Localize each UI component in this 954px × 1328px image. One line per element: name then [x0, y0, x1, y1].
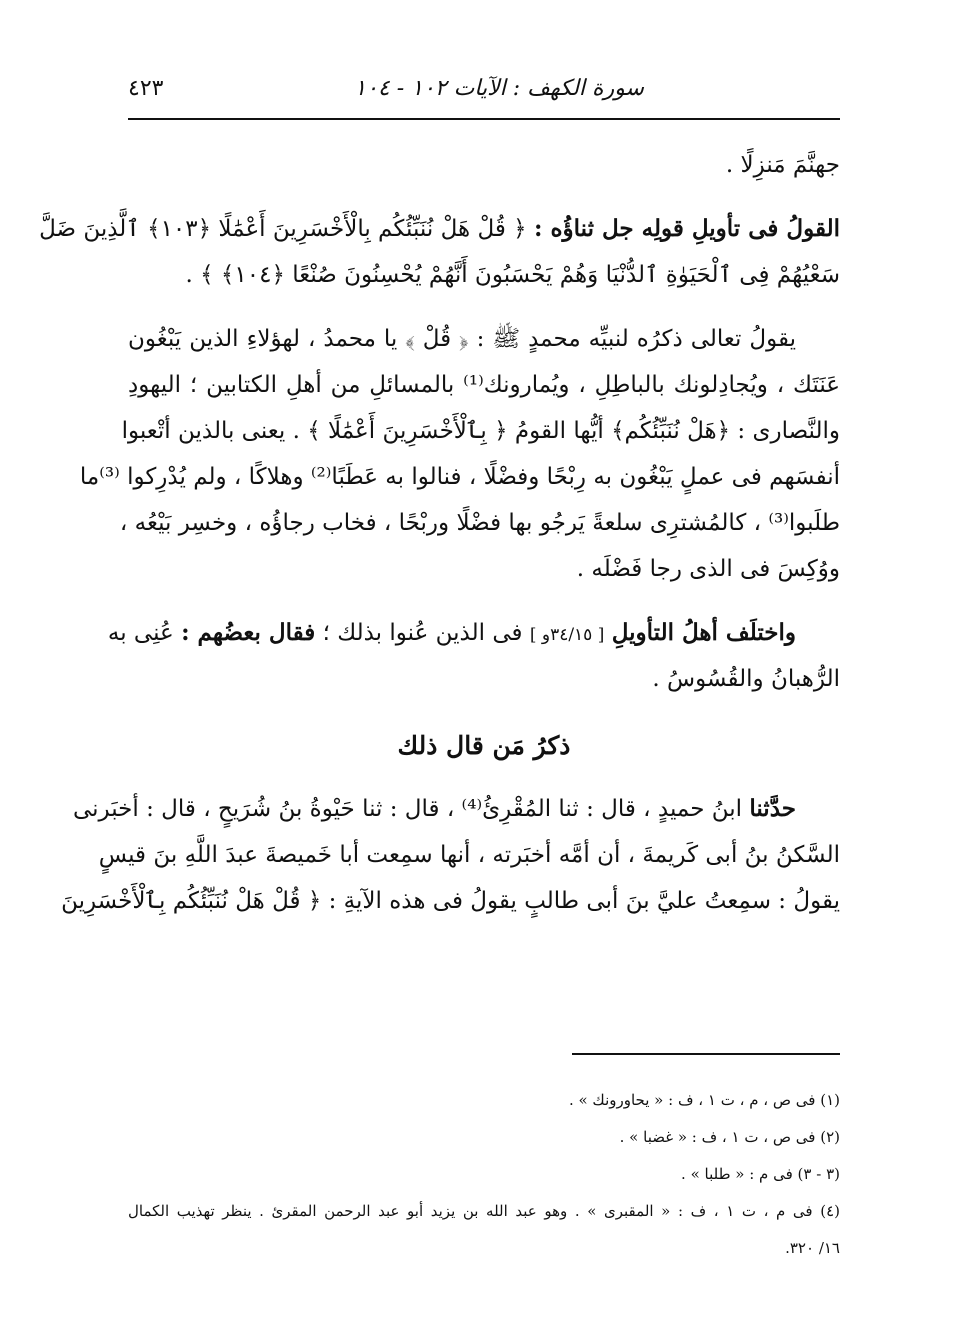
text-span: فى الذين عُنوا بذلك ؛ [322, 620, 523, 646]
running-title: سورة الكهف : الآيات ١٠٢ - ١٠٤ [354, 76, 644, 101]
footnote: (٣ - ٣) فى م : « طلبا » . [681, 1165, 840, 1183]
page-number: ٤٢٣ [128, 76, 164, 101]
tafsir-intro: القولُ فى تأويلِ قولِه جل ثناؤُه : [533, 215, 840, 242]
footnote: (٢) فى ص ، ت ١ ، ف : « غضبا » . [619, 1128, 840, 1146]
footnote-divider [572, 1053, 840, 1055]
text-span: عُنِى به [107, 620, 174, 646]
text-span: ابنُ حميدٍ ، قال : ثنا المُقْرِئُ⁽⁴⁾ ، قال : ثنا حَيْوةُ بنُ شُرَيحٍ ، قال : أخبَرنى [72, 796, 743, 822]
footnote: (٤) فى م ، ت ١ ، ف : « المقبرى » . وهو عبد الله بن يزيد أبو عبد الرحمن المقرئ . ينظر تهذيب الكمال [128, 1202, 840, 1220]
text-line [72, 786, 840, 832]
text-line: عَنَتَك ، ويُجادِلونك بالباطِلِ ، ويُمارونك⁽¹⁾ بالمسائلِ من أهلِ الكتابين ؛ اليهودِ [128, 372, 840, 398]
footnote-continuation: ١٦/ ٣٢٠. [785, 1239, 840, 1257]
text-line: طلَبوا⁽³⁾ ، كالمُشترِى سلعةً يَرجُو بها فضْلًا وربْحًا ، فخاب رجاؤُه ، وخسِر بَيْعُه ، [119, 510, 840, 536]
footnote: (١) فى ص ، م ، ت ١ ، ف : « يحاورونك » . [568, 1091, 840, 1109]
text-line: سَعْيُهُمْ فِى ٱلْحَيَوٰةِ ٱلدُّنْيَا وَهُمْ يَحْسَبُونَ أَنَّهُمْ يُحْسِنُونَ صُنْعًا ﴿١٠٤﴾ ﴾ . [185, 262, 840, 288]
text-line: السَّكنُ بنُ أبى كَريمةَ ، أن أمَّه أخبَرته ، أنها سمِعت أبا خَميصةَ عبدَ اللَّهِ بنَ قيسٍ [98, 842, 840, 868]
text-line: يقولُ تعالى ذكرُه لنبيِّه محمدٍ ﷺ : ﴿ قُلْ ﴾ يا محمدُ ، لهؤلاءِ الذين يَبْغُون [128, 326, 796, 352]
text-line: الرُّهبانُ والقُسُوسُ . [652, 666, 840, 692]
section-heading: ذكرُ مَن قال ذلك [397, 731, 571, 760]
main-text [39, 142, 840, 924]
book-page [39, 60, 840, 1300]
text-line: جهنَّمَ مَنزِلًا . [725, 152, 840, 178]
text-line: ووُكِسَ فى الذى رجا فَضْلَه . [576, 556, 840, 582]
bold-phrase: واختلَف أهلُ التأويلِ [611, 619, 796, 646]
text-line [107, 610, 840, 656]
text-line: يقولُ : سمِعتُ عليَّ بنَ أبى طالبٍ يقولُ فى هذه الآيةِ : ﴿ قُلْ هَلْ نُنَبِّئُكُم بِٱلْأَخْسَرِينَ [61, 888, 840, 914]
text-line [39, 206, 840, 252]
footnotes [128, 1082, 840, 1267]
bold-phrase: حدَّثنا [749, 795, 796, 822]
bold-phrase: فقال بعضُهم : [181, 619, 316, 646]
manuscript-ref: [ ٣٤/١٥و ] [529, 625, 605, 645]
text-line: والنَّصارى : ﴿هَلْ نُنَبِّئُكُم﴾ أيُّها القومُ ﴿ بِٱلْأَخْسَرِينَ أَعْمَٰلًا ﴾ . يعنى بالذين أتْعبوا [121, 418, 840, 444]
quran-verse: ﴿ قُلْ هَلْ نُنَبِّئُكُم بِالْأَخْسَرِينَ أَعْمَٰلًا ﴿١٠٣﴾ ٱلَّذِينَ ضَلَّ [39, 216, 527, 242]
text-line: أنفسَهم فى عملٍ يَبْغُون به رِبْحًا وفضْلًا ، فنالوا به عَطَبًا⁽²⁾ وهلاكًا ، ولم يُدْرِكوا ⁽³⁾ما [79, 464, 840, 490]
page-header [128, 60, 840, 120]
